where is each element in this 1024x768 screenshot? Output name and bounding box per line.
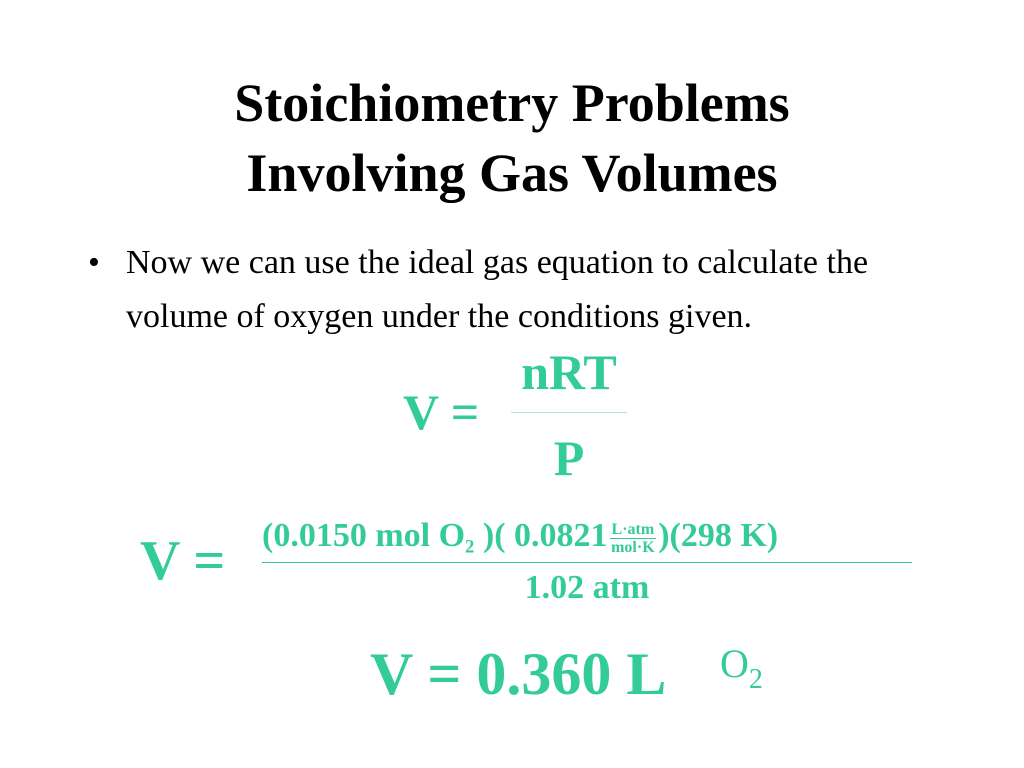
equation2-num-part1: (0.0150 mol O bbox=[262, 517, 466, 554]
title-line-2: Involving Gas Volumes bbox=[246, 143, 778, 203]
equation2-num-part3: )(298 K) bbox=[658, 517, 779, 554]
gas-constant-unit-denominator: mol·K bbox=[611, 538, 655, 556]
gas-constant-units bbox=[610, 521, 657, 556]
gas-constant-unit-numerator: L·atm bbox=[611, 520, 655, 538]
equation3-result: V = 0.360 L bbox=[370, 641, 667, 707]
title-line-1: Stoichiometry Problems bbox=[234, 73, 790, 133]
equation2-lhs: V = bbox=[140, 530, 226, 592]
bullet-text: Now we can use the ideal gas equation to calculate the volume of oxygen under the conditions given. bbox=[126, 244, 869, 335]
slide-title bbox=[0, 68, 1024, 208]
equation1-lhs: V = bbox=[403, 384, 480, 440]
equation1-numerator: nRT bbox=[521, 344, 617, 400]
equation2-denominator: 1.02 atm bbox=[524, 569, 650, 606]
equation3-label-subscript: 2 bbox=[748, 664, 763, 696]
equation3-label bbox=[720, 640, 763, 704]
equation3-label-letter: O bbox=[720, 641, 749, 686]
equation2-fraction-bar bbox=[262, 562, 912, 563]
equation2-num-subscript: 2 bbox=[465, 536, 475, 558]
equation1-denominator: P bbox=[553, 430, 585, 486]
bullet-dot: • bbox=[88, 244, 100, 281]
equation1-fraction-bar bbox=[511, 412, 627, 413]
equation2-num-part2: )( 0.0821 bbox=[474, 517, 608, 554]
